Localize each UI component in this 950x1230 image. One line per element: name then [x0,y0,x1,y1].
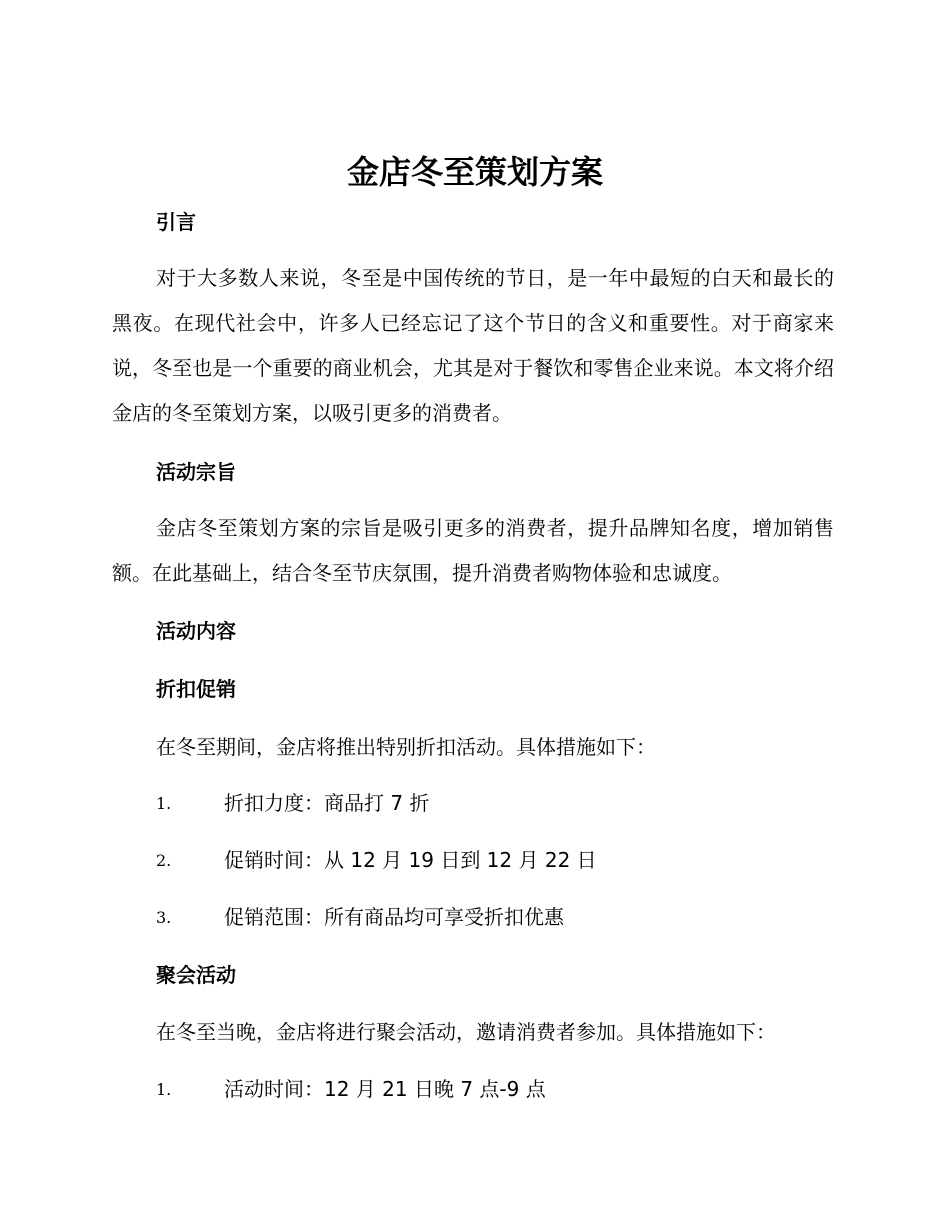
section-heading-intro: 引言 [156,210,196,234]
discount-lead: 在冬至期间，金店将推出特别折扣活动。具体措施如下： [156,735,656,759]
purpose-paragraph: 金店冬至策划方案的宗旨是吸引更多的消费者，提升品牌知名度，增加销售额。在此基础上，结合冬至节庆氛围，提升消费者购物体验和忠诚度。 [112,516,834,585]
section-heading-gathering: 聚会活动 [156,963,236,987]
section-heading-purpose: 活动宗旨 [156,460,236,484]
list-item: 促销范围：所有商品均可享受折扣优惠 [224,905,564,929]
gathering-lead: 在冬至当晚，金店将进行聚会活动，邀请消费者参加。具体措施如下： [156,1020,776,1044]
intro-paragraph: 对于大多数人来说，冬至是中国传统的节日，是一年中最短的白天和最长的黑夜。在现代社会中，许多人已经忘记了这个节日的含义和重要性。对于商家来说，冬至也是一个重要的商业机会，尤其是对于餐饮和零售企业来说。本文将介绍金店的冬至策划方案，以吸引更多的消费者。 [112,266,834,425]
section-heading-discount: 折扣促销 [156,677,236,701]
list-number: 1. [156,794,172,813]
list-number: 2. [156,851,172,870]
section-heading-content: 活动内容 [156,619,236,643]
list-item: 活动时间：12 月 21 日晚 7 点-9 点 [224,1077,546,1101]
list-item: 折扣力度：商品打 7 折 [224,791,430,815]
list-number: 3. [156,908,172,927]
list-item: 促销时间：从 12 月 19 日到 12 月 22 日 [224,848,597,872]
document-title: 金店冬至策划方案 [346,153,603,191]
list-number: 1. [156,1080,172,1099]
